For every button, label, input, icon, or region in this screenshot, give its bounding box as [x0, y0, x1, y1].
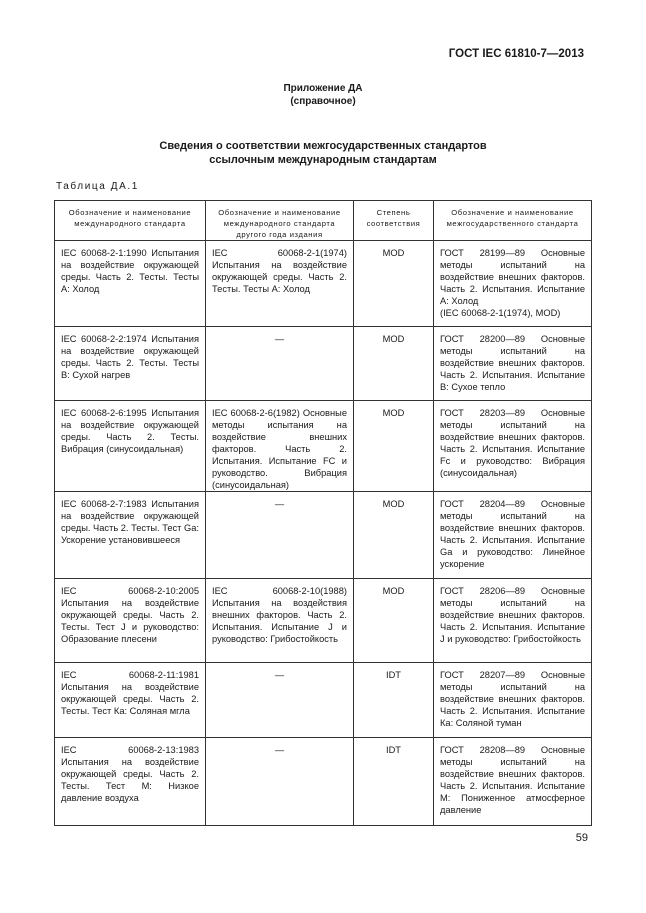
cell-international: IEC 60068-2-7:1983 Испытания на воздействие окружающей среды. Часть 2. Тесты. Тест Ga: Ускорение установившееся	[55, 492, 206, 579]
cell-interstate: ГОСТ 28206—89 Основные методы испытаний на воздействие внешних факторов. Часть 2. Испытания. Испытание J и руководство: Грибостойкость	[434, 579, 592, 663]
document-code: ГОСТ IEC 61810-7—2013	[448, 48, 584, 60]
table-header-row	[55, 201, 592, 241]
column-header-degree: Степень соответствия	[354, 201, 434, 241]
annex-heading	[0, 82, 646, 108]
standards-correspondence-table	[54, 200, 592, 826]
cell-international: IEC 60068-2-13:1983 Испытания на воздействие окружающей среды. Часть 2. Тесты. Тест М: Низкое давление воздуха	[55, 738, 206, 826]
cell-other-edition: —	[206, 327, 354, 401]
cell-other-edition: —	[206, 492, 354, 579]
cell-interstate: ГОСТ 28208—89 Основные методы испытаний на воздействие внешних факторов. Часть 2. Испытания. Испытание М: Пониженное атмосферное давление	[434, 738, 592, 826]
table-row	[55, 738, 592, 826]
table-row	[55, 241, 592, 327]
page-number: 59	[575, 832, 588, 844]
cell-degree: IDT	[354, 663, 434, 738]
cell-degree: MOD	[354, 241, 434, 327]
column-header-other-edition: Обозначение и наименование международного стандарта другого года издания	[206, 201, 354, 241]
cell-international: IEC 60068-2-11:1981 Испытания на воздействие окружающей среды. Часть 2. Тесты. Тест Ка: Соляная мгла	[55, 663, 206, 738]
cell-international: IEC 60068-2-10:2005 Испытания на воздействие окружающей среды. Часть 2. Тесты. Тест J и руководство: Образование плесени	[55, 579, 206, 663]
table-row	[55, 401, 592, 492]
cell-international: IEC 60068-2-2:1974 Испытания на воздействие окружающей среды. Часть 2. Тесты. Тесты В: Сухой нагрев	[55, 327, 206, 401]
cell-other-edition: IEC 60068-2-6(1982) Основные методы испытания на воздействие внешних факторов. Часть 2. Испытания. Испытание FC и руководство. Вибрация (синусоидальная)	[206, 401, 354, 492]
table-row	[55, 663, 592, 738]
table-row	[55, 327, 592, 401]
cell-other-edition: —	[206, 663, 354, 738]
cell-degree: MOD	[354, 401, 434, 492]
cell-other-edition: IEC 60068-2-1(1974) Испытания на воздействие окружающей среды. Часть 2. Тесты. Тесты А: Холод	[206, 241, 354, 327]
cell-degree: MOD	[354, 327, 434, 401]
table-row	[55, 579, 592, 663]
cell-interstate-note: (IEC 60068-2-1(1974), MOD)	[440, 308, 561, 318]
table-row	[55, 492, 592, 579]
table-caption: Таблица ДА.1	[56, 181, 139, 192]
cell-interstate: ГОСТ 28207—89 Основные методы испытаний на воздействие внешних факторов. Часть 2. Испытания. Испытание Ка: Соляной туман	[434, 663, 592, 738]
column-header-interstate: Обозначение и наименование межгосударственного стандарта	[434, 201, 592, 241]
cell-interstate: ГОСТ 28203—89 Основные методы испытаний на воздействие внешних факторов. Часть 2. Испытания. Испытание Fc и руководство: Вибрация (синусоидальная)	[434, 401, 592, 492]
cell-degree: IDT	[354, 738, 434, 826]
cell-international: IEC 60068-2-6:1995 Испытания на воздействие окружающей среды. Часть 2. Тесты. Вибрация (синусоидальная)	[55, 401, 206, 492]
cell-interstate-text: ГОСТ 28199—89 Основные методы испытаний на воздействие внешних факторов. Часть 2. Испытания. Испытание А: Холод	[440, 248, 585, 306]
cell-degree: MOD	[354, 579, 434, 663]
cell-degree: MOD	[354, 492, 434, 579]
cell-interstate	[434, 241, 592, 327]
cell-other-edition: —	[206, 738, 354, 826]
cell-interstate: ГОСТ 28204—89 Основные методы испытаний на воздействие внешних факторов. Часть 2. Испытания. Испытание Ga и руководство: Линейное ускорение	[434, 492, 592, 579]
section-heading	[0, 139, 646, 167]
cell-interstate: ГОСТ 28200—89 Основные методы испытаний на воздействие внешних факторов. Часть 2. Испытания. Испытание В: Сухое тепло	[434, 327, 592, 401]
section-heading-line-1: Сведения о соответствии межгосударственных стандартов	[159, 140, 487, 152]
cell-international: IEC 60068-2-1:1990 Испытания на воздействие окружающей среды. Часть 2. Тесты. Тесты А: Холод	[55, 241, 206, 327]
annex-title: Приложение ДА	[283, 83, 363, 94]
cell-other-edition: IEC 60068-2-10(1988) Испытания на воздействия внешних факторов. Часть 2. Испытания. Испытание J и руководство: Грибостойкость	[206, 579, 354, 663]
section-heading-line-2: ссылочным международным стандартам	[209, 154, 437, 166]
annex-subtitle: (справочное)	[290, 96, 356, 107]
column-header-international: Обозначение и наименование международного стандарта	[55, 201, 206, 241]
